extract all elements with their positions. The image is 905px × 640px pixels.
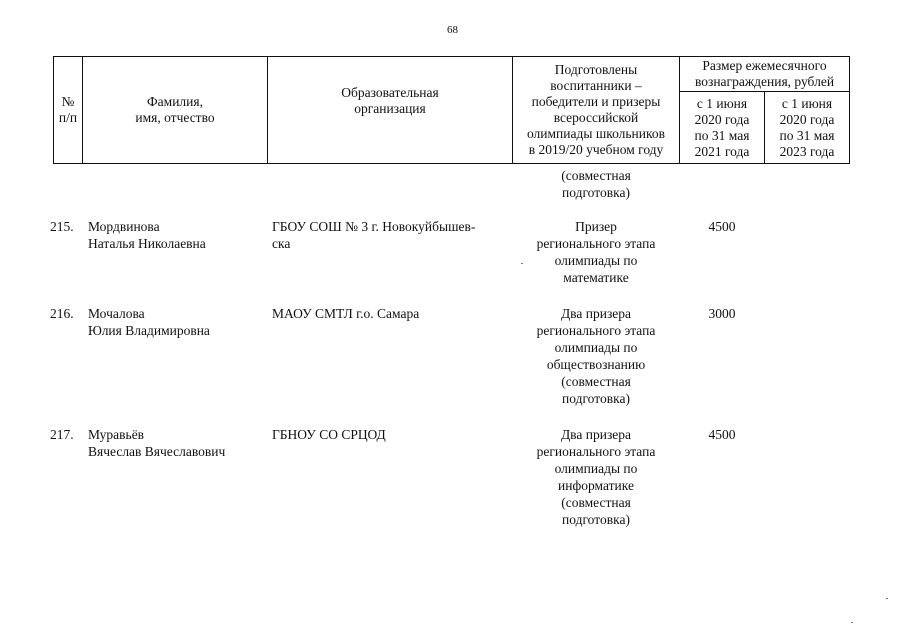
row-full-name: Мордвинова Наталья Николаевна [88, 219, 206, 251]
row-reward-amount: 4500 [708, 427, 736, 442]
header-reward-2021: с 1 июня 2020 года по 31 мая 2021 года [680, 92, 765, 164]
row-reward-amount: 3000 [708, 306, 736, 321]
row-achievement: Два призера регионального этапа олимпиады по обществознанию (совместная подготовка) [536, 306, 656, 406]
row-number: 215. [50, 219, 74, 234]
row-organization: МАОУ СМТЛ г.о. Самара [272, 306, 420, 321]
page-number: 68 [447, 24, 458, 36]
row-reward-amount: 4500 [708, 219, 736, 234]
table-header [53, 56, 850, 164]
continued-achievement-text: (совместная подготовка) [561, 168, 631, 200]
row-full-name: Мочалова Юлия Владимировна [88, 306, 210, 338]
header-achievement: Подготовлены воспитанники – победители и призеры всероссийской олимпиады школьников в 2019/20 учебном году [513, 57, 680, 164]
row-organization: ГБНОУ СО СРЦОД [272, 427, 386, 442]
row-full-name: Муравьёв Вячеслав Вячеславович [88, 427, 226, 459]
row-achievement: Призер регионального этапа олимпиады по математике [536, 219, 656, 285]
scan-speck [521, 263, 523, 264]
header-reward-group: Размер ежемесячного вознаграждения, рублей [680, 57, 850, 92]
scan-speck [886, 598, 888, 599]
row-achievement: Два призера регионального этапа олимпиады по информатике (совместная подготовка) [536, 427, 656, 527]
header-reward-2023: с 1 июня 2020 года по 31 мая 2023 года [765, 92, 850, 164]
header-number: № п/п [54, 57, 83, 164]
row-number: 217. [50, 427, 74, 442]
header-full-name: Фамилия, имя, отчество [83, 57, 268, 164]
scan-speck [851, 622, 853, 623]
header-organization: Образовательная организация [268, 57, 513, 164]
row-organization: ГБОУ СОШ № 3 г. Новокуйбышев- ска [272, 219, 476, 251]
row-number: 216. [50, 306, 74, 321]
